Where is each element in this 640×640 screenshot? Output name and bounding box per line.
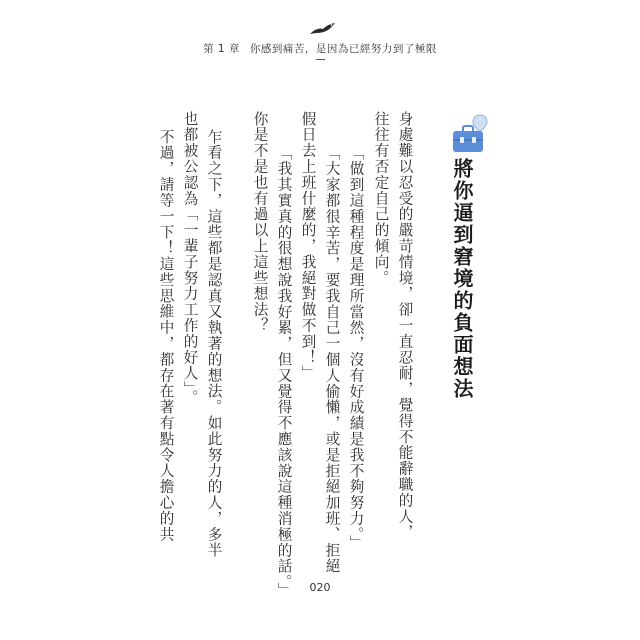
header-rule <box>316 59 325 60</box>
body-line-3: 「做到這種程度是理所當然，沒有好成績是我不夠努力。」 <box>347 145 365 552</box>
body-line-5: 假日去上班什麼的，我絕對做不到！」 <box>299 111 317 382</box>
chapter-label: 第 1 章 <box>203 43 240 55</box>
running-header <box>0 41 640 56</box>
body-line-4: 「大家都很辛苦，要我自己一個人偷懶，或是拒絕加班、拒絕 <box>323 145 341 575</box>
suitcase-icon <box>449 113 489 155</box>
bird-icon <box>308 20 338 38</box>
body-line-10: 也都被公認為「一輩子努力工作的好人」。 <box>181 111 199 406</box>
section-title: 將你逼到窘境的負面想法 <box>450 158 474 400</box>
body-line-6: 「我其實真的很想說我好累，但又覺得不應該說這種消極的話。」 <box>275 145 293 599</box>
body-line-11: 不過，請等一下！這些思維中，都存在著有點令人擔心的共 <box>157 129 175 543</box>
body-line-2: 往往有否定自己的傾向。 <box>372 111 390 286</box>
body-line-1: 身處難以忍受的嚴苛情境，卻一直忍耐，覺得不能辭職的人， <box>396 111 414 541</box>
body-line-9: 乍看之下，這些都是認真又執著的想法。如此努力的人，多半 <box>205 129 223 559</box>
chapter-title-text: 你感到痛苦，是因為已經努力到了極限 <box>249 43 437 55</box>
page-number: 020 <box>309 581 331 594</box>
body-line-7: 你是不是也有過以上這些想法？ <box>251 111 269 334</box>
